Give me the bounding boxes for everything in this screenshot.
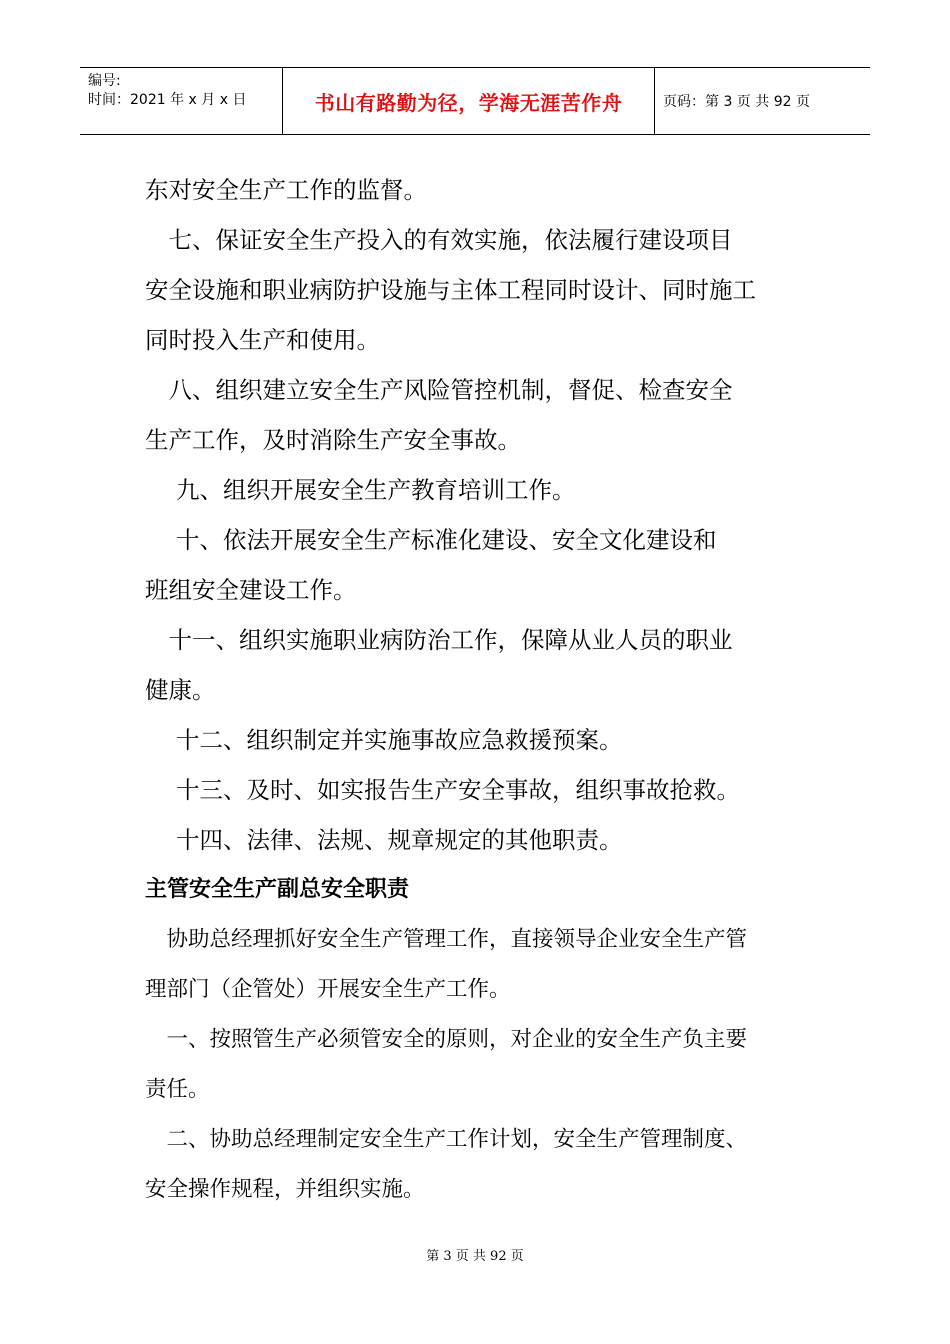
body-line: 十四、法律、法规、规章规定的其他职责。 bbox=[145, 826, 623, 854]
section-line: 协助总经理抓好安全生产管理工作，直接领导企业安全生产管 bbox=[145, 927, 748, 952]
section-line: 理部门（企管处）开展安全生产工作。 bbox=[145, 977, 511, 1002]
header-motto: 书山有路勤为径，学海无涯苦作舟 bbox=[283, 68, 655, 134]
body-line: 班组安全建设工作。 bbox=[145, 576, 357, 604]
body-line: 生产工作，及时消除生产安全事故。 bbox=[145, 426, 521, 454]
body-line: 同时投入生产和使用。 bbox=[145, 326, 380, 354]
body-line: 十二、组织制定并实施事故应急救援预案。 bbox=[145, 726, 623, 754]
section-line: 二、协助总经理制定安全生产工作计划，安全生产管理制度、 bbox=[145, 1127, 748, 1152]
section-heading: 主管安全生产副总安全职责 bbox=[145, 877, 410, 902]
body-line: 九、组织开展安全生产教育培训工作。 bbox=[145, 476, 576, 504]
section-line: 责任。 bbox=[145, 1077, 210, 1102]
page-footer: 第 3 页 共 92 页 bbox=[426, 1249, 524, 1264]
document-body bbox=[145, 165, 810, 1215]
body-line: 十、依法开展安全生产标准化建设、安全文化建设和 bbox=[145, 526, 717, 554]
body-line: 东对安全生产工作的监督。 bbox=[145, 176, 427, 204]
body-line: 安全设施和职业病防护设施与主体工程同时设计、同时施工 bbox=[145, 276, 756, 304]
header-meta-cell bbox=[80, 68, 283, 134]
body-line: 健康。 bbox=[145, 676, 216, 704]
body-line: 八、组织建立安全生产风险管控机制，督促、检查安全 bbox=[145, 376, 733, 404]
body-line: 十一、组织实施职业病防治工作，保障从业人员的职业 bbox=[145, 626, 733, 654]
document-number-label: 编号: bbox=[88, 73, 121, 89]
page-header bbox=[80, 67, 870, 135]
body-line: 七、保证安全生产投入的有效实施，依法履行建设项目 bbox=[145, 226, 733, 254]
section-line: 一、按照管生产必须管安全的原则，对企业的安全生产负主要 bbox=[145, 1027, 748, 1052]
header-page-info: 页码：第 3 页 共 92 页 bbox=[663, 94, 810, 110]
section-line: 安全操作规程，并组织实施。 bbox=[145, 1177, 425, 1202]
document-date: 时间：2021 年 x 月 x 日 bbox=[88, 92, 247, 108]
body-line: 十三、及时、如实报告生产安全事故，组织事故抢救。 bbox=[145, 776, 740, 804]
